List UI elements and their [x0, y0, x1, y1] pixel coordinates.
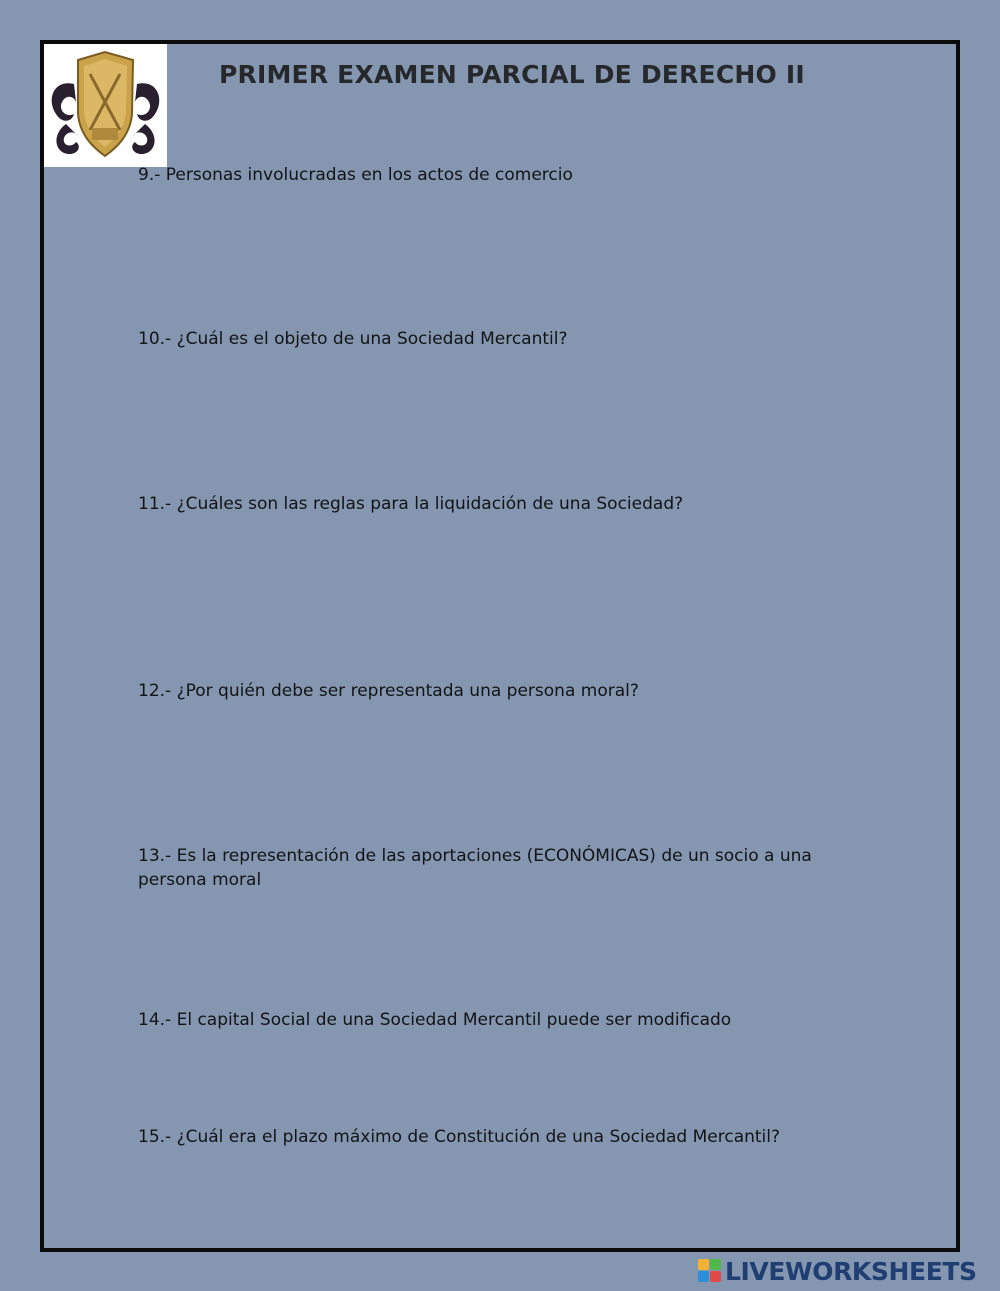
liveworksheets-brand: [697, 1256, 977, 1286]
question-10: 10.- ¿Cuál es el objeto de una Sociedad Mercantil?: [138, 329, 568, 349]
exam-frame: [40, 40, 960, 1252]
question-15: 15.- ¿Cuál era el plazo máximo de Constitución de una Sociedad Mercantil?: [138, 1127, 781, 1147]
question-14: 14.- El capital Social de una Sociedad Mercantil puede ser modificado: [138, 1010, 732, 1030]
school-crest-logo: [44, 44, 167, 167]
question-9: 9.- Personas involucradas en los actos de comercio: [138, 165, 573, 185]
liveworksheets-logo-icon: [697, 1257, 723, 1285]
page-title: PRIMER EXAMEN PARCIAL DE DERECHO II: [219, 60, 805, 89]
question-11: 11.- ¿Cuáles son las reglas para la liquidación de una Sociedad?: [138, 494, 684, 514]
question-13: 13.- Es la representación de las aportaciones (ECONÓMICAS) de un socio a una persona moral: [138, 846, 812, 890]
brand-name: LIVEWORKSHEETS: [725, 1256, 977, 1286]
question-12: 12.- ¿Por quién debe ser representada una persona moral?: [138, 681, 639, 701]
